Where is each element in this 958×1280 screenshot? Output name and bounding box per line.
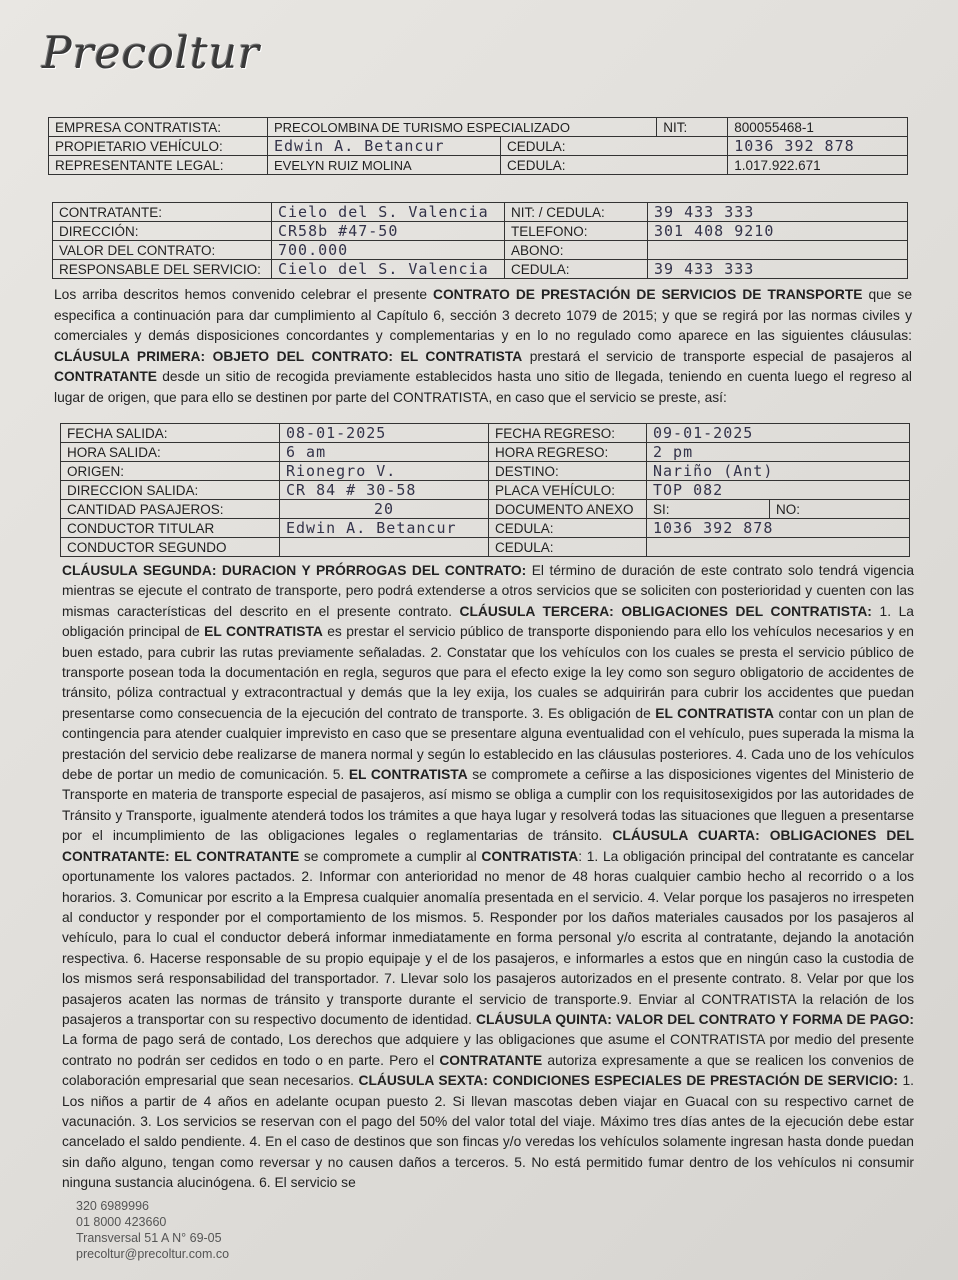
driver2-value [280, 538, 489, 557]
passengers-value: 20 [280, 500, 489, 519]
address-label: DIRECCIÓN: [53, 222, 272, 241]
return-time-label: HORA REGRESO: [489, 443, 647, 462]
driver1-id-value: 1036 392 878 [647, 519, 910, 538]
table-row [61, 443, 910, 462]
clause-4-text-a: se compromete a cumplir al [299, 848, 482, 864]
owner-label: PROPIETARIO VEHÍCULO: [49, 137, 268, 156]
clause-1-title: CLÁUSULA PRIMERA: OBJETO DEL CONTRATO: EL CONTRATISTA [54, 348, 523, 364]
footer-phone: 320 6989996 [76, 1199, 149, 1213]
table-row [49, 156, 908, 175]
clause-1-text: prestará el servicio de transporte especial de pasajeros al [522, 348, 912, 364]
driver2-id-label: CEDULA: [489, 538, 647, 557]
clause-3-text-b: es prestar el servicio público de transporte disponiendo para ello los vehículos necesarios y en buen estado, para cubrir las rutas previamente señaladas. 2. Constatar que los vehículos con los cuales se presta el servicio público de transporte posean toda la documentación en regla, seguros que para el efecto exige la ley como son seguro obligatorio de accidentes de tránsito, póliza contractual y extracontractual y demás que la ley exija, los cuales se adquirirán para cubrir los accidentes que puedan presentarse como consecuencia de la ejecución del contrato de transporte. 3. Es obligación de [62, 624, 914, 721]
abono-label: ABONO: [505, 241, 648, 260]
responsible-label: RESPONSABLE DEL SERVICIO: [53, 260, 272, 279]
phone-label: TELEFONO: [505, 222, 648, 241]
responsible-id-label: CEDULA: [505, 260, 648, 279]
clause-4-contratista: CONTRATISTA [481, 848, 579, 864]
annex-label: DOCUMENTO ANEXO [489, 500, 647, 519]
clause-6-title: CLÁUSULA SEXTA: CONDICIONES ESPECIALES DE PRESTACIÓN DE SERVICIO: [358, 1073, 898, 1089]
driver2-id-value [647, 538, 910, 557]
origin-label: ORIGEN: [61, 462, 280, 481]
clause-2-title: CLÁUSULA SEGUNDA: DURACION Y PRÓRROGAS DEL CONTRATO: [62, 563, 527, 578]
table-row [61, 462, 910, 481]
rep-id-label: CEDULA: [501, 156, 728, 175]
footer-contact [76, 1198, 229, 1262]
phone-value: 301 408 9210 [648, 222, 908, 241]
plate-value: TOP 082 [647, 481, 910, 500]
clause-3-text-d: se compromete a ceñirse a las disposiciones vigentes del Ministerio de Transporte en materia de transporte especial de pasajeros, así mismo se obliga a cumplir con los requisitosexigidos por las autoridades de Tránsito y Transporte, igualmente atenderá todos los trámites a que haya lugar y resolverá todas las situaciones que lleguen a presentarse por el incumplimiento de las obligaciones legales o reglamentarias de tránsito. [62, 767, 914, 844]
clause-6-text: 1. Los niños a partir de 4 años en adelante ocupan puesto 2. Si llevan mascotas deben viajar en Guacal con su respectivo carnet de vacunación. 3. Los servicios se reservan con el pago del 50% del valor total del viaje. Máximo tres días antes de la ejecución debe estar cancelado el saldo pendiente. 4. En el caso de destinos que son fincas y/o veredas los vehículos solamente ingresan hasta donde puedan sin daño alguno, tengan como reversar y no causen daños a terceros. 5. No está permitido fumar dentro de los vehículos ni consumir ninguna sustancia alucinógena. 6. El servicio se [62, 1073, 915, 1191]
origin-value: Rionegro V. [280, 462, 489, 481]
passengers-label: CANTIDAD PASAJEROS: [61, 500, 280, 519]
departure-date-label: FECHA SALIDA: [61, 424, 280, 443]
contratante-label: CONTRATANTE: [53, 203, 272, 222]
clause-3-contratista-a: EL CONTRATISTA [204, 624, 323, 640]
departure-address-value: CR 84 # 30-58 [280, 481, 489, 500]
annex-yes: SI: [647, 500, 770, 519]
plate-label: PLACA VEHÍCULO: [489, 481, 647, 500]
driver1-id-label: CEDULA: [489, 519, 647, 538]
departure-time-label: HORA SALIDA: [61, 443, 280, 462]
clauses-body [62, 561, 914, 1194]
departure-address-label: DIRECCION SALIDA: [61, 481, 280, 500]
table-row [61, 481, 910, 500]
clause-1-contratante: CONTRATANTE [54, 369, 157, 385]
table-row [53, 222, 908, 241]
clause-4-text-b: : 1. La obligación principal del contratante es cancelar oportunamente los valores pactados. 2. Informar con anterioridad no menor de 48 horas cualquier cambio hecho al recorrido o a los horarios. 3. Comunicar por escrito a la Empresa cualquier anomalía presentada en el servicio. 4. Velar porque los pasajeros no irrespeten al conductor y responder por el comportamiento de los mismos. 5. Responder por los daños materiales causados por los pasajeros al vehículo, para lo cual el conductor deberá informar inmediatamente en forma personal y/o escrita al contratante, dejando la anotación respectiva. 6. Hacerse responsable de su propio equipaje y el de los pasajeros, e informarles a estos que en ningún caso la custodia de los mismos será responsabilidad del transportador. 7. Llevar solo los pasajeros autorizados en el presente contrato. 8. Velar por que los pasajeros acaten las normas de tránsito y transporte durante el servicio de transporte.9. Enviar al CONTRATISTA la relación de los pasajeros a transportar con su respectivo documento de identidad. [62, 848, 915, 1027]
clause-3-contratista-b: EL CONTRATISTA [655, 705, 775, 721]
table-row [53, 241, 908, 260]
client-table [52, 202, 908, 279]
intro-paragraph [54, 285, 912, 409]
footer-address: Transversal 51 A N° 69-05 [76, 1231, 222, 1245]
abono-value [648, 241, 908, 260]
clause-2-text: El término de duración de este contrato solo tendrá vigencia mientras se ejecute el contrato de transporte, pero podrá extenderse a otros servicios que se soliciten con posterioridad y cuenten con las mismas características del descrito en el presente contrato. [62, 563, 914, 619]
clause-5-title: CLÁUSULA QUINTA: VALOR DEL CONTRATO Y FORMA DE PAGO: [475, 1011, 914, 1027]
annex-no: NO: [770, 500, 910, 519]
table-row [61, 424, 910, 443]
owner-value: Edwin A. Betancur [268, 137, 501, 156]
clause-3-contratista-c: EL CONTRATISTA [348, 767, 468, 783]
company-value: PRECOLOMBINA DE TURISMO ESPECIALIZADO [268, 118, 657, 137]
company-label: EMPRESA CONTRATISTA: [49, 118, 268, 137]
table-row [61, 519, 910, 538]
company-logo: Precoltur [42, 28, 260, 79]
table-row [49, 118, 908, 137]
client-nit-label: NIT: / CEDULA: [505, 203, 648, 222]
clause-5-text-a: La forma de pago será de contado, Los derechos que adquiere y las obligaciones que asume el CONTRATISTA por medio del presente contrato no podrán ser cedidos en todo o en parte. Pero el [62, 1032, 914, 1068]
driver1-value: Edwin A. Betancur [280, 519, 489, 538]
contract-value: 700.000 [272, 241, 505, 260]
intro-text-end: que se especifica a continuación para dar cumplimiento al Capítulo 6, sección 3 decreto 1079 de 2015; y que se regirá por las normas civiles y comerciales y demás disposiciones concordantes y complementarias y en lo no regulado como aparece en las siguientes cláusulas: [54, 287, 913, 344]
intro-text: Los arriba descritos hemos convenido celebrar el presente [54, 287, 433, 302]
footer-email: precoltur@precoltur.com.co [76, 1247, 230, 1261]
driver1-label: CONDUCTOR TITULAR [61, 519, 280, 538]
nit-label: NIT: [657, 118, 728, 137]
rep-value: EVELYN RUIZ MOLINA [268, 156, 501, 175]
clause-4-title: CLÁUSULA CUARTA: OBLIGACIONES DEL CONTRATANTE: EL CONTRATANTE [62, 828, 915, 864]
return-time-value: 2 pm [647, 443, 910, 462]
return-date-value: 09-01-2025 [647, 424, 910, 443]
destination-value: Nariño (Ant) [647, 462, 910, 481]
contratante-value: Cielo del S. Valencia [272, 203, 505, 222]
intro-contract-title: CONTRATO DE PRESTACIÓN DE SERVICIOS DE TRANSPORTE [432, 287, 863, 302]
destination-label: DESTINO: [489, 462, 647, 481]
rep-id-value: 1.017.922.671 [728, 156, 908, 175]
departure-time-value: 6 am [280, 443, 489, 462]
owner-id-value: 1036 392 878 [728, 137, 908, 156]
departure-date-value: 08-01-2025 [280, 424, 489, 443]
table-row [53, 260, 908, 279]
clause-3-title: CLÁUSULA TERCERA: OBLIGACIONES DEL CONTRATISTA: [459, 603, 872, 619]
table-row [61, 538, 910, 557]
driver2-label: CONDUCTOR SEGUNDO [61, 538, 280, 557]
nit-value: 800055468-1 [728, 118, 908, 137]
clause-5-contratante: CONTRATANTE [439, 1052, 543, 1068]
table-row [53, 203, 908, 222]
return-date-label: FECHA REGRESO: [489, 424, 647, 443]
contract-value-label: VALOR DEL CONTRATO: [53, 241, 272, 260]
clause-3-text-a: 1. La obligación principal de [62, 603, 914, 640]
contractor-table [48, 117, 908, 175]
clause-5-text-b: autoriza expresamente a que se realicen los convenios de colaboración empresarial que sean necesarios. [62, 1052, 915, 1089]
responsible-value: Cielo del S. Valencia [272, 260, 505, 279]
table-row [49, 137, 908, 156]
trip-table [60, 423, 910, 557]
client-nit-value: 39 433 333 [648, 203, 908, 222]
responsible-id-value: 39 433 333 [648, 260, 908, 279]
clause-3-text-c: contar con un plan de contingencia para atender cualquier imprevisto en caso que se presentare alguna eventualidad con el vehículo, pues superada la misma la prestación del servicio debe realizarse de manera normal y según lo establecido en las cláusulas posteriores. 4. Cada uno de los vehículos debe de portar un medio de comunicación. 5. [62, 705, 914, 783]
rep-label: REPRESENTANTE LEGAL: [49, 156, 268, 175]
table-row [61, 500, 910, 519]
address-value: CR58b #47-50 [272, 222, 505, 241]
footer-toll-free: 01 8000 423660 [76, 1215, 167, 1229]
clause-1-text-end: desde un sitio de recogida previamente establecidos hasta uno sitio de llegada, teniendo en cuenta luego el regreso al lugar de origen, que para ello se destinen por parte del CONTRATISTA, en caso que el servicio se preste, así: [54, 369, 912, 405]
owner-id-label: CEDULA: [501, 137, 728, 156]
